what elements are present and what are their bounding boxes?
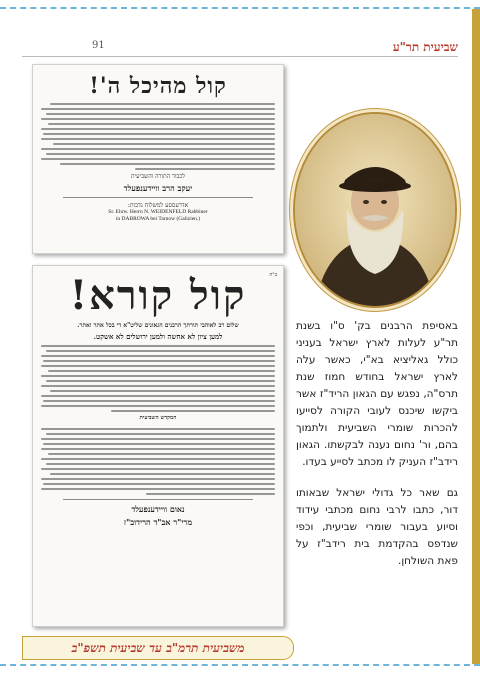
document-subtitle: שלום רב לאוהבי תורתך הרבנים הגאונים שליט"א די בכל אתר ואתר. <box>77 322 239 329</box>
document-body-text <box>33 341 283 412</box>
document-subtitle-2: למען ציון לא אחשה ולמען ירושלים לא אשקט. <box>93 332 223 341</box>
document-image-kol-kore <box>32 265 284 627</box>
section-footer-label: משביעית תרמ"ב עד שביעית תשפ"ב <box>22 636 294 660</box>
document-image-kol-mehechal <box>32 64 284 254</box>
document-body-text-2 <box>33 424 283 495</box>
document-title: קול מהיכל ה'! <box>89 73 227 99</box>
address-label: אדרעססע למשלוח נדבות: <box>127 202 189 209</box>
paragraph-1: באסיפת הרבנים בק' ס"ו בשנת תר"ע לעלות לארץ ישראל בעניני כולל גאליציא בא"י, כאשר עלה לארץ ישראל בחודש חמוז שנת תרס"ה, נפגש עם הגאון הריד"ז אשר ביקשו שיכנס לעובי הקורה לסייעו להכרות שומרי השביעית ולתמוך בהם, ור' נחום נענה לבקשתו. הגאון רידב"ז העניק לו מכתב לסייע בעדו. <box>296 320 458 468</box>
document-divider <box>63 499 253 500</box>
article-body <box>296 318 458 584</box>
running-head: שביעית תר"ע <box>392 40 458 54</box>
document-title: קול קורא! <box>69 272 247 319</box>
document-signature-1: נאום וויידענפעלד <box>131 504 185 514</box>
address-line-2: in DABROWA bei Tarnow (Galizien.) <box>115 216 201 222</box>
address-line-1: Sr. Ehrw. Herrn N. WEIDENFELD Rabbiner <box>108 209 208 215</box>
document-signature-name: יעקב הרב וויידענפעלד <box>123 183 193 193</box>
paragraph-2: גם שאר כל גדולי ישראל שבאותו דור, כתבו לרבי נחום מכתבי עידוד וסיוע בעבור שומרי שביעית, וכפי שנדפס בהקדמת בית רידב"ז על פאת השולחן. <box>296 487 458 567</box>
document-body-text <box>33 99 283 170</box>
document-section-title: המקדש השביעית <box>139 415 177 421</box>
document-signature-line: לכבוד התורה והשביעית <box>130 173 186 180</box>
header-rule <box>22 56 458 57</box>
bottom-dashed-border <box>0 664 480 666</box>
rabbi-portrait <box>293 112 457 308</box>
document-signature-2: מרי"ר אב"ד הרידוב"ז <box>123 517 193 527</box>
portrait-image <box>295 114 455 306</box>
document-corner-mark: ב"ה <box>269 272 277 278</box>
page-number: 91 <box>92 40 105 51</box>
top-dashed-border <box>0 7 480 9</box>
page-edge-bar <box>472 9 480 664</box>
document-divider <box>63 197 253 198</box>
